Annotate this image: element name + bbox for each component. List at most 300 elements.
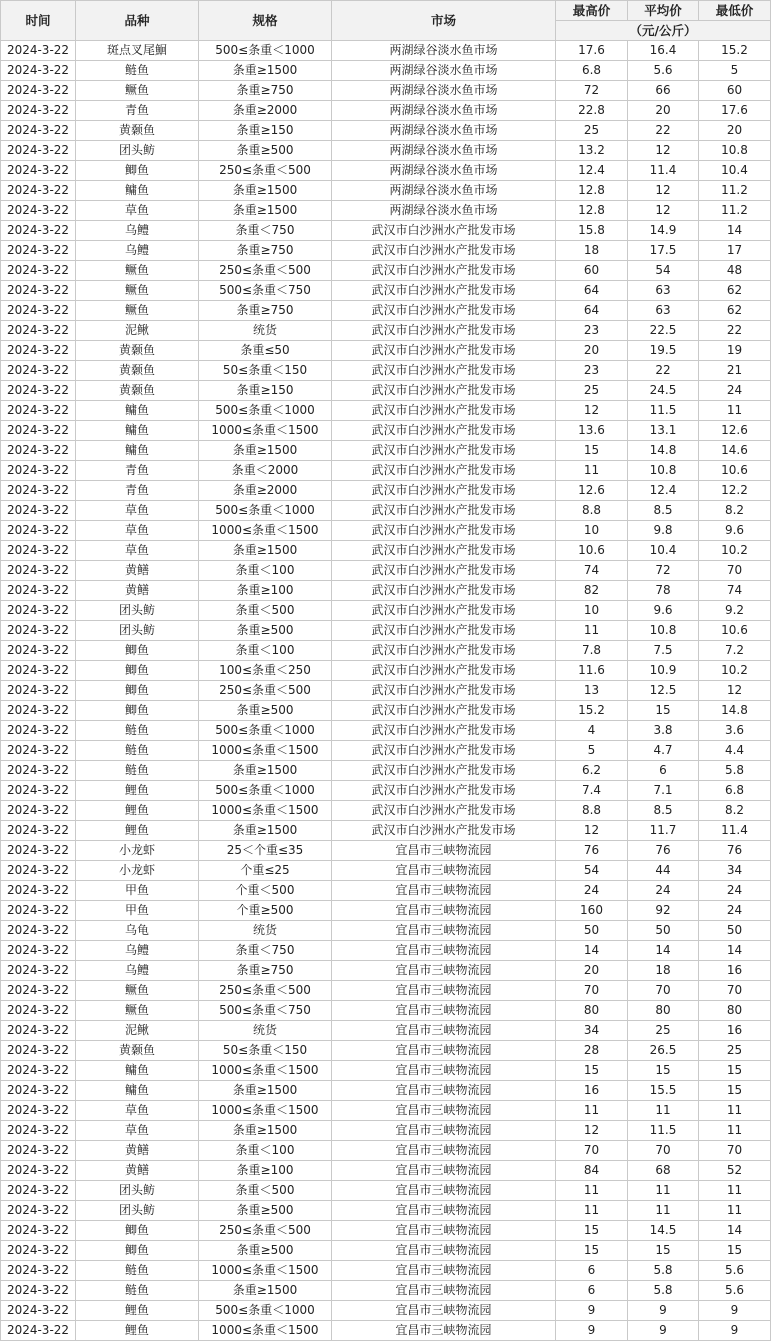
cell-spec: 1000≤条重＜1500 — [199, 741, 332, 761]
cell-variety: 泥鳅 — [76, 1021, 199, 1041]
cell-spec: 条重＜100 — [199, 561, 332, 581]
cell-market: 两湖绿谷淡水鱼市场 — [332, 61, 556, 81]
cell-time: 2024-3-22 — [1, 381, 76, 401]
cell-time: 2024-3-22 — [1, 401, 76, 421]
cell-time: 2024-3-22 — [1, 1181, 76, 1201]
table-row — [1, 941, 771, 961]
cell-max-price: 12.8 — [556, 181, 628, 201]
cell-variety: 黄鳝 — [76, 581, 199, 601]
cell-max-price: 11.6 — [556, 661, 628, 681]
cell-variety: 鲤鱼 — [76, 801, 199, 821]
cell-avg-price: 11.7 — [628, 821, 699, 841]
cell-spec: 条重≥100 — [199, 581, 332, 601]
cell-market: 武汉市白沙洲水产批发市场 — [332, 721, 556, 741]
cell-spec: 1000≤条重＜1500 — [199, 1321, 332, 1341]
table-row — [1, 1021, 771, 1041]
cell-min-price: 10.6 — [699, 621, 771, 641]
cell-avg-price: 5.8 — [628, 1281, 699, 1301]
cell-avg-price: 13.1 — [628, 421, 699, 441]
table-row — [1, 861, 771, 881]
cell-variety: 小龙虾 — [76, 861, 199, 881]
cell-time: 2024-3-22 — [1, 461, 76, 481]
table-row — [1, 1301, 771, 1321]
cell-spec: 500≤条重＜1000 — [199, 721, 332, 741]
cell-time: 2024-3-22 — [1, 141, 76, 161]
cell-time: 2024-3-22 — [1, 621, 76, 641]
cell-spec: 500≤条重＜750 — [199, 281, 332, 301]
table-body — [1, 41, 771, 1341]
cell-min-price: 11.2 — [699, 181, 771, 201]
table-row — [1, 1121, 771, 1141]
cell-variety: 黄颡鱼 — [76, 1041, 199, 1061]
cell-avg-price: 80 — [628, 1001, 699, 1021]
cell-spec: 条重＜750 — [199, 941, 332, 961]
table-row — [1, 821, 771, 841]
cell-time: 2024-3-22 — [1, 61, 76, 81]
cell-time: 2024-3-22 — [1, 101, 76, 121]
cell-variety: 团头鲂 — [76, 141, 199, 161]
cell-max-price: 84 — [556, 1161, 628, 1181]
cell-time: 2024-3-22 — [1, 941, 76, 961]
cell-avg-price: 24.5 — [628, 381, 699, 401]
cell-min-price: 8.2 — [699, 801, 771, 821]
cell-min-price: 17.6 — [699, 101, 771, 121]
cell-avg-price: 22 — [628, 121, 699, 141]
cell-min-price: 19 — [699, 341, 771, 361]
table-row — [1, 201, 771, 221]
cell-max-price: 5 — [556, 741, 628, 761]
cell-min-price: 15 — [699, 1241, 771, 1261]
cell-spec: 条重≥1500 — [199, 441, 332, 461]
cell-time: 2024-3-22 — [1, 441, 76, 461]
cell-spec: 条重≥1500 — [199, 1281, 332, 1301]
cell-variety: 鲢鱼 — [76, 741, 199, 761]
cell-variety: 团头鲂 — [76, 601, 199, 621]
cell-time: 2024-3-22 — [1, 1021, 76, 1041]
cell-time: 2024-3-22 — [1, 821, 76, 841]
cell-time: 2024-3-22 — [1, 41, 76, 61]
cell-market: 武汉市白沙洲水产批发市场 — [332, 481, 556, 501]
cell-max-price: 15 — [556, 1241, 628, 1261]
cell-market: 两湖绿谷淡水鱼市场 — [332, 41, 556, 61]
cell-min-price: 16 — [699, 961, 771, 981]
cell-variety: 鳙鱼 — [76, 1081, 199, 1101]
cell-max-price: 11 — [556, 461, 628, 481]
cell-time: 2024-3-22 — [1, 241, 76, 261]
cell-avg-price: 76 — [628, 841, 699, 861]
cell-time: 2024-3-22 — [1, 601, 76, 621]
table-row — [1, 1041, 771, 1061]
table-row — [1, 241, 771, 261]
cell-time: 2024-3-22 — [1, 581, 76, 601]
cell-time: 2024-3-22 — [1, 1101, 76, 1121]
table-row — [1, 1181, 771, 1201]
cell-market: 宜昌市三峡物流园 — [332, 1221, 556, 1241]
cell-max-price: 80 — [556, 1001, 628, 1021]
cell-variety: 鳙鱼 — [76, 441, 199, 461]
table-row — [1, 401, 771, 421]
table-row — [1, 141, 771, 161]
cell-avg-price: 16.4 — [628, 41, 699, 61]
cell-spec: 500≤条重＜1000 — [199, 1301, 332, 1321]
cell-time: 2024-3-22 — [1, 801, 76, 821]
cell-time: 2024-3-22 — [1, 1241, 76, 1261]
cell-min-price: 22 — [699, 321, 771, 341]
cell-max-price: 60 — [556, 261, 628, 281]
cell-max-price: 50 — [556, 921, 628, 941]
table-row — [1, 261, 771, 281]
cell-time: 2024-3-22 — [1, 761, 76, 781]
cell-avg-price: 15 — [628, 1061, 699, 1081]
cell-spec: 条重＜500 — [199, 1181, 332, 1201]
cell-variety: 鲫鱼 — [76, 1241, 199, 1261]
table-row — [1, 161, 771, 181]
cell-avg-price: 11 — [628, 1201, 699, 1221]
cell-min-price: 70 — [699, 981, 771, 1001]
cell-max-price: 9 — [556, 1321, 628, 1341]
cell-variety: 草鱼 — [76, 521, 199, 541]
cell-spec: 个重≤25 — [199, 861, 332, 881]
cell-variety: 鲤鱼 — [76, 1321, 199, 1341]
table-row — [1, 101, 771, 121]
cell-spec: 条重≥150 — [199, 121, 332, 141]
cell-variety: 团头鲂 — [76, 1201, 199, 1221]
cell-max-price: 7.4 — [556, 781, 628, 801]
cell-max-price: 28 — [556, 1041, 628, 1061]
cell-time: 2024-3-22 — [1, 341, 76, 361]
cell-max-price: 10 — [556, 521, 628, 541]
cell-min-price: 24 — [699, 901, 771, 921]
cell-min-price: 16 — [699, 1021, 771, 1041]
cell-market: 宜昌市三峡物流园 — [332, 1141, 556, 1161]
cell-variety: 草鱼 — [76, 201, 199, 221]
cell-market: 武汉市白沙洲水产批发市场 — [332, 581, 556, 601]
cell-spec: 条重＜750 — [199, 221, 332, 241]
cell-time: 2024-3-22 — [1, 1061, 76, 1081]
cell-time: 2024-3-22 — [1, 841, 76, 861]
cell-variety: 草鱼 — [76, 501, 199, 521]
table-row — [1, 901, 771, 921]
header-min-price: 最低价 — [699, 1, 771, 21]
cell-spec: 条重≥2000 — [199, 481, 332, 501]
cell-max-price: 34 — [556, 1021, 628, 1041]
table-row — [1, 361, 771, 381]
table-row — [1, 1281, 771, 1301]
table-row — [1, 721, 771, 741]
cell-min-price: 15.2 — [699, 41, 771, 61]
cell-avg-price: 19.5 — [628, 341, 699, 361]
cell-avg-price: 11.5 — [628, 1121, 699, 1141]
table-row — [1, 1201, 771, 1221]
cell-spec: 条重≥150 — [199, 381, 332, 401]
table-row — [1, 621, 771, 641]
cell-variety: 黄鳝 — [76, 561, 199, 581]
cell-variety: 青鱼 — [76, 461, 199, 481]
cell-max-price: 72 — [556, 81, 628, 101]
cell-variety: 鲤鱼 — [76, 821, 199, 841]
cell-min-price: 48 — [699, 261, 771, 281]
cell-variety: 鲢鱼 — [76, 721, 199, 741]
cell-avg-price: 9 — [628, 1321, 699, 1341]
table-row — [1, 981, 771, 1001]
table-row — [1, 681, 771, 701]
cell-market: 宜昌市三峡物流园 — [332, 981, 556, 1001]
table-row — [1, 461, 771, 481]
cell-max-price: 6.8 — [556, 61, 628, 81]
cell-time: 2024-3-22 — [1, 681, 76, 701]
cell-variety: 鲫鱼 — [76, 1221, 199, 1241]
cell-market: 武汉市白沙洲水产批发市场 — [332, 801, 556, 821]
cell-max-price: 8.8 — [556, 801, 628, 821]
cell-time: 2024-3-22 — [1, 421, 76, 441]
cell-variety: 鳙鱼 — [76, 181, 199, 201]
cell-spec: 25＜个重≤35 — [199, 841, 332, 861]
cell-max-price: 11 — [556, 1101, 628, 1121]
table-row — [1, 1241, 771, 1261]
cell-market: 两湖绿谷淡水鱼市场 — [332, 101, 556, 121]
cell-min-price: 14.6 — [699, 441, 771, 461]
cell-variety: 鳜鱼 — [76, 261, 199, 281]
cell-min-price: 17 — [699, 241, 771, 261]
cell-max-price: 11 — [556, 1181, 628, 1201]
cell-min-price: 14 — [699, 221, 771, 241]
table-row — [1, 1221, 771, 1241]
cell-max-price: 6 — [556, 1281, 628, 1301]
cell-variety: 乌龟 — [76, 921, 199, 941]
cell-market: 两湖绿谷淡水鱼市场 — [332, 141, 556, 161]
table-row — [1, 1261, 771, 1281]
cell-variety: 黄颡鱼 — [76, 361, 199, 381]
cell-spec: 统货 — [199, 321, 332, 341]
table-row — [1, 381, 771, 401]
cell-time: 2024-3-22 — [1, 1041, 76, 1061]
cell-market: 武汉市白沙洲水产批发市场 — [332, 781, 556, 801]
cell-market: 宜昌市三峡物流园 — [332, 921, 556, 941]
cell-min-price: 14.8 — [699, 701, 771, 721]
cell-market: 宜昌市三峡物流园 — [332, 1181, 556, 1201]
cell-avg-price: 66 — [628, 81, 699, 101]
cell-market: 武汉市白沙洲水产批发市场 — [332, 621, 556, 641]
table-row — [1, 1161, 771, 1181]
cell-spec: 250≤条重＜500 — [199, 981, 332, 1001]
cell-max-price: 24 — [556, 881, 628, 901]
cell-avg-price: 6 — [628, 761, 699, 781]
cell-time: 2024-3-22 — [1, 181, 76, 201]
cell-avg-price: 12.4 — [628, 481, 699, 501]
cell-market: 武汉市白沙洲水产批发市场 — [332, 641, 556, 661]
cell-min-price: 52 — [699, 1161, 771, 1181]
table-row — [1, 121, 771, 141]
cell-market: 宜昌市三峡物流园 — [332, 861, 556, 881]
cell-avg-price: 63 — [628, 281, 699, 301]
cell-max-price: 15.8 — [556, 221, 628, 241]
cell-market: 武汉市白沙洲水产批发市场 — [332, 461, 556, 481]
cell-time: 2024-3-22 — [1, 921, 76, 941]
cell-market: 两湖绿谷淡水鱼市场 — [332, 181, 556, 201]
cell-time: 2024-3-22 — [1, 881, 76, 901]
table-row — [1, 961, 771, 981]
cell-max-price: 64 — [556, 281, 628, 301]
cell-variety: 鳜鱼 — [76, 981, 199, 1001]
cell-avg-price: 11 — [628, 1101, 699, 1121]
cell-time: 2024-3-22 — [1, 641, 76, 661]
cell-min-price: 80 — [699, 1001, 771, 1021]
cell-spec: 条重≥500 — [199, 1201, 332, 1221]
cell-min-price: 50 — [699, 921, 771, 941]
cell-max-price: 11 — [556, 621, 628, 641]
cell-market: 武汉市白沙洲水产批发市场 — [332, 701, 556, 721]
cell-avg-price: 7.1 — [628, 781, 699, 801]
cell-market: 武汉市白沙洲水产批发市场 — [332, 741, 556, 761]
cell-avg-price: 10.9 — [628, 661, 699, 681]
cell-min-price: 4.4 — [699, 741, 771, 761]
cell-variety: 乌鳢 — [76, 241, 199, 261]
cell-time: 2024-3-22 — [1, 161, 76, 181]
cell-market: 宜昌市三峡物流园 — [332, 1121, 556, 1141]
cell-min-price: 24 — [699, 381, 771, 401]
cell-market: 宜昌市三峡物流园 — [332, 1101, 556, 1121]
cell-min-price: 7.2 — [699, 641, 771, 661]
cell-max-price: 13.6 — [556, 421, 628, 441]
cell-avg-price: 15.5 — [628, 1081, 699, 1101]
cell-max-price: 76 — [556, 841, 628, 861]
cell-spec: 条重≥1500 — [199, 1081, 332, 1101]
cell-max-price: 25 — [556, 121, 628, 141]
cell-spec: 条重≥1500 — [199, 181, 332, 201]
cell-avg-price: 70 — [628, 1141, 699, 1161]
cell-time: 2024-3-22 — [1, 961, 76, 981]
cell-variety: 黄颡鱼 — [76, 341, 199, 361]
cell-avg-price: 10.4 — [628, 541, 699, 561]
cell-spec: 条重≥100 — [199, 1161, 332, 1181]
cell-time: 2024-3-22 — [1, 1261, 76, 1281]
cell-spec: 250≤条重＜500 — [199, 261, 332, 281]
cell-variety: 鳙鱼 — [76, 421, 199, 441]
cell-max-price: 12.8 — [556, 201, 628, 221]
cell-spec: 250≤条重＜500 — [199, 681, 332, 701]
header-max-price: 最高价 — [556, 1, 628, 21]
cell-time: 2024-3-22 — [1, 501, 76, 521]
cell-avg-price: 9.8 — [628, 521, 699, 541]
cell-time: 2024-3-22 — [1, 1141, 76, 1161]
cell-variety: 乌鳢 — [76, 941, 199, 961]
cell-market: 武汉市白沙洲水产批发市场 — [332, 421, 556, 441]
cell-min-price: 15 — [699, 1081, 771, 1101]
cell-min-price: 5.6 — [699, 1281, 771, 1301]
cell-avg-price: 5.8 — [628, 1261, 699, 1281]
cell-time: 2024-3-22 — [1, 1201, 76, 1221]
cell-variety: 青鱼 — [76, 481, 199, 501]
cell-min-price: 8.2 — [699, 501, 771, 521]
cell-avg-price: 12 — [628, 181, 699, 201]
cell-max-price: 23 — [556, 321, 628, 341]
cell-variety: 乌鳢 — [76, 961, 199, 981]
cell-max-price: 12 — [556, 821, 628, 841]
cell-min-price: 11 — [699, 401, 771, 421]
cell-spec: 500≤条重＜1000 — [199, 781, 332, 801]
cell-min-price: 6.8 — [699, 781, 771, 801]
cell-market: 宜昌市三峡物流园 — [332, 1001, 556, 1021]
cell-time: 2024-3-22 — [1, 81, 76, 101]
cell-market: 武汉市白沙洲水产批发市场 — [332, 301, 556, 321]
cell-market: 宜昌市三峡物流园 — [332, 881, 556, 901]
cell-max-price: 15.2 — [556, 701, 628, 721]
cell-spec: 条重≥2000 — [199, 101, 332, 121]
table-row — [1, 561, 771, 581]
cell-variety: 鳜鱼 — [76, 81, 199, 101]
cell-variety: 黄鳝 — [76, 1161, 199, 1181]
cell-avg-price: 17.5 — [628, 241, 699, 261]
cell-avg-price: 8.5 — [628, 501, 699, 521]
table-row — [1, 601, 771, 621]
cell-market: 武汉市白沙洲水产批发市场 — [332, 541, 556, 561]
cell-avg-price: 22.5 — [628, 321, 699, 341]
cell-spec: 条重＜500 — [199, 601, 332, 621]
cell-avg-price: 18 — [628, 961, 699, 981]
cell-max-price: 4 — [556, 721, 628, 741]
cell-time: 2024-3-22 — [1, 1321, 76, 1341]
cell-avg-price: 92 — [628, 901, 699, 921]
cell-time: 2024-3-22 — [1, 121, 76, 141]
cell-avg-price: 5.6 — [628, 61, 699, 81]
cell-market: 两湖绿谷淡水鱼市场 — [332, 161, 556, 181]
cell-min-price: 10.2 — [699, 541, 771, 561]
cell-min-price: 11.4 — [699, 821, 771, 841]
table-row — [1, 881, 771, 901]
table-header — [1, 1, 771, 41]
table-row — [1, 921, 771, 941]
cell-spec: 条重≥1500 — [199, 821, 332, 841]
cell-market: 武汉市白沙洲水产批发市场 — [332, 321, 556, 341]
cell-variety: 鳙鱼 — [76, 1061, 199, 1081]
cell-variety: 黄鳝 — [76, 1141, 199, 1161]
table-row — [1, 41, 771, 61]
cell-variety: 斑点叉尾鮰 — [76, 41, 199, 61]
cell-time: 2024-3-22 — [1, 1161, 76, 1181]
cell-max-price: 12.6 — [556, 481, 628, 501]
cell-avg-price: 20 — [628, 101, 699, 121]
cell-spec: 条重≥750 — [199, 301, 332, 321]
table-row — [1, 341, 771, 361]
cell-market: 武汉市白沙洲水产批发市场 — [332, 361, 556, 381]
cell-avg-price: 26.5 — [628, 1041, 699, 1061]
cell-avg-price: 24 — [628, 881, 699, 901]
cell-market: 宜昌市三峡物流园 — [332, 1061, 556, 1081]
cell-min-price: 9 — [699, 1321, 771, 1341]
cell-spec: 条重≥1500 — [199, 761, 332, 781]
cell-min-price: 11 — [699, 1201, 771, 1221]
cell-spec: 1000≤条重＜1500 — [199, 1061, 332, 1081]
cell-max-price: 13.2 — [556, 141, 628, 161]
cell-max-price: 54 — [556, 861, 628, 881]
cell-spec: 条重＜100 — [199, 641, 332, 661]
cell-market: 武汉市白沙洲水产批发市场 — [332, 681, 556, 701]
cell-max-price: 22.8 — [556, 101, 628, 121]
cell-avg-price: 50 — [628, 921, 699, 941]
cell-variety: 鳙鱼 — [76, 401, 199, 421]
cell-max-price: 160 — [556, 901, 628, 921]
cell-time: 2024-3-22 — [1, 561, 76, 581]
header-price-unit: （元/公斤） — [556, 21, 771, 41]
cell-avg-price: 70 — [628, 981, 699, 1001]
cell-avg-price: 68 — [628, 1161, 699, 1181]
cell-max-price: 18 — [556, 241, 628, 261]
cell-min-price: 9.6 — [699, 521, 771, 541]
cell-avg-price: 4.7 — [628, 741, 699, 761]
cell-market: 两湖绿谷淡水鱼市场 — [332, 201, 556, 221]
cell-spec: 1000≤条重＜1500 — [199, 1261, 332, 1281]
cell-avg-price: 15 — [628, 701, 699, 721]
